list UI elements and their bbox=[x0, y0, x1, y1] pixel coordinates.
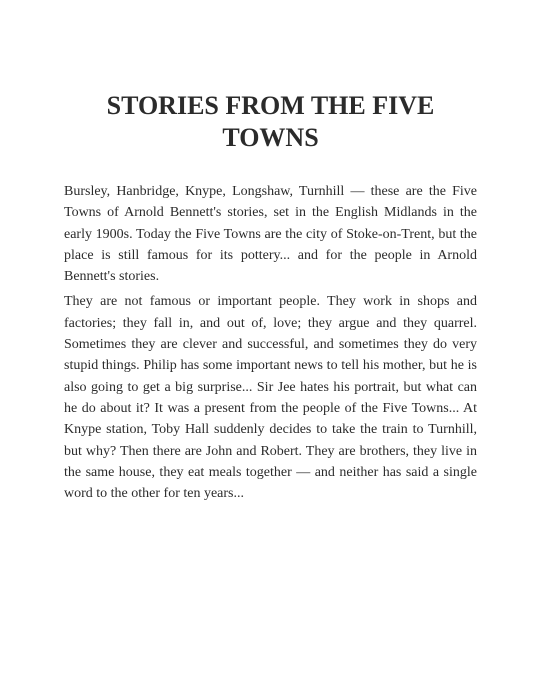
paragraph-intro: Bursley, Hanbridge, Knype, Longshaw, Turnhill — these are the Five Towns of Arnold Bennett's stories, set in the English Midlands in the early 1900s. Today the Five Towns are the city of Stoke-on-Trent, but the place is still famous for its pottery... and for the people in Arnold Bennett's stories. bbox=[64, 184, 477, 285]
paragraph-summary: They are not famous or important people. They work in shops and factories; they fall in, and out of, love; they argue and they quarrel. Sometimes they are clever and successful, and sometimes they do very stupid things. Philip has some important news to tell his mother, but he is also going to get a big surprise... Sir Jee hates his portrait, but what can he do about it? It was a present from the people of the Five Towns... At Knype station, Toby Hall suddenly decides to take the train to Turnhill, but why? Then there are John and Robert. They are brothers, they live in the same house, they eat meals together — and neither has said a single word to the other for ten years... bbox=[64, 294, 477, 502]
body-text bbox=[64, 181, 477, 508]
page-title: STORIES FROM THE FIVE TOWNS bbox=[106, 91, 435, 152]
